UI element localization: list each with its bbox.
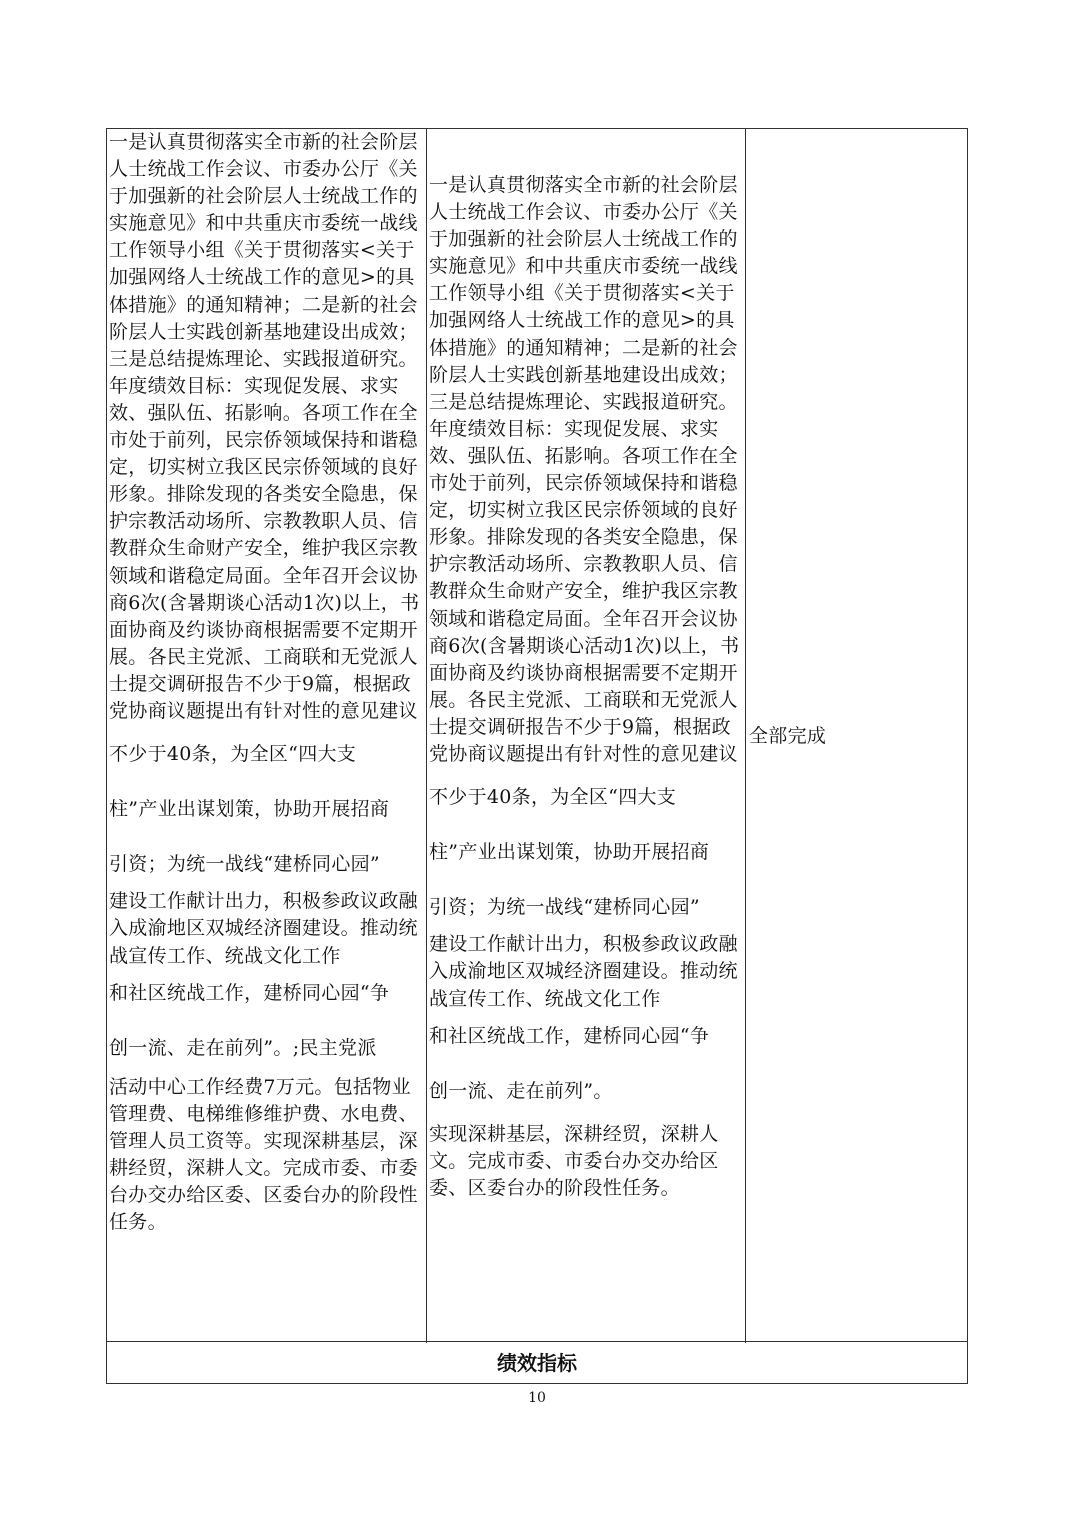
middle-text-block: 建设工作献计出力，积极参政议政融入成渝地区双城经济圈建设。推动统战宣传工作、统战文化工作	[429, 933, 738, 1010]
column-divider	[426, 129, 427, 1343]
left-text-block-2: 年度绩效目标：实现促发展、求实效、强队伍、拓影响。各项工作在全市处于前列，民宗侨领域保持和谐稳定，切实树立我区民宗侨领域的良好形象。排除发现的各类安全隐患，保护宗教活动场所、宗教教职人员、信教群众生命财产安全，维护我区宗教领域和谐稳定局面。全年召开会议协商6次(含暑期谈心活动1次)以上，书面协商及约谈协商根据需要不定期开展。各民主党派、工商联和无党派人士提交调研报告不少于9篇，根据政党协商议题提出有针对性的意见建议	[109, 374, 420, 722]
left-text-line: 引资；为统一战线“建桥同心园”	[109, 853, 380, 876]
middle-text-block-1: 一是认真贯彻落实全市新的社会阶层人士统战工作会议、市委办公厅《关于加强新的社会阶层人士统战工作的实施意见》和中共重庆市委统一战线工作领导小组《关于贯彻落实<关于加强网络人士统战工作的意见>的具体措施》的通知精神；二是新的社会阶层人士实践创新基地建设出成效；三是总结提炼理论、实践报道研究。年度绩效目标：实现促发展、求实效、强队伍、拓影响。各项工作在全市处于前列，民宗侨领域保持和谐稳定，切实树立我区民宗侨领域的良好形象。排除发现的各类安全隐患，保护宗教活动场所、宗教教职人员、信教群众生命财产安全，维护我区宗教领域和谐稳定局面。全年召开会议协商6次(含暑期谈心活动1次)以上，书面协商及约谈协商根据需要不定期开展。各民主党派、工商联和无党派人士提交调研报告不少于9篇，根据政党协商议题提出有针对性的意见建议	[429, 174, 740, 765]
left-text-line: 不少于40条，为全区“四大支	[109, 743, 357, 766]
middle-text-line: 创一流、走在前列”。	[429, 1079, 613, 1102]
performance-indicators-heading: 绩效指标	[497, 1351, 577, 1375]
status-cell	[749, 723, 965, 750]
middle-column-cell	[429, 172, 744, 1202]
left-text-line: 创一流、走在前列”。;民主党派	[109, 1036, 377, 1059]
column-divider	[745, 129, 746, 1343]
left-text-line: 柱”产业出谋划策，协助开展招商	[109, 798, 390, 821]
left-text-block: 活动中心工作经费7万元。包括物业管理费、电梯维修维护费、水电费、管理人员工资等。实现深耕基层，深耕经贸，深耕人文。完成市委、市委台办交办给区委、区委台办的阶段性任务。	[109, 1075, 418, 1234]
left-text-block: 建设工作献计出力，积极参政议政融入成渝地区双城经济圈建设。推动统战宣传工作、统战文化工作	[109, 890, 418, 967]
middle-text-line: 引资；为统一战线“建桥同心园”	[429, 896, 700, 919]
page-number: 10	[528, 1390, 546, 1406]
middle-text-block: 实现深耕基层，深耕经贸，深耕人文。完成市委、市委台办交办给区委、区委台办的阶段性任务。	[429, 1122, 719, 1199]
middle-text-line: 和社区统战工作，建桥同心园“争	[429, 1024, 710, 1047]
middle-text-line: 不少于40条，为全区“四大支	[429, 786, 677, 809]
left-text-block-1: 一是认真贯彻落实全市新的社会阶层人士统战工作会议、市委办公厅《关于加强新的社会阶层人士统战工作的实施意见》和中共重庆市委统一战线工作领导小组《关于贯彻落实<关于加强网络人士统战工作的意见>的具体措施》的通知精神；二是新的社会阶层人士实践创新基地建设出成效；三是总结提炼理论、实践报道研究。	[109, 131, 418, 370]
status-text: 全部完成	[749, 725, 827, 747]
performance-table	[106, 128, 968, 1384]
middle-text-line: 柱”产业出谋划策，协助开展招商	[429, 841, 710, 864]
left-text-line: 和社区统战工作，建桥同心园“争	[109, 981, 390, 1004]
row-divider	[107, 1341, 967, 1342]
left-column-cell	[109, 129, 425, 1236]
